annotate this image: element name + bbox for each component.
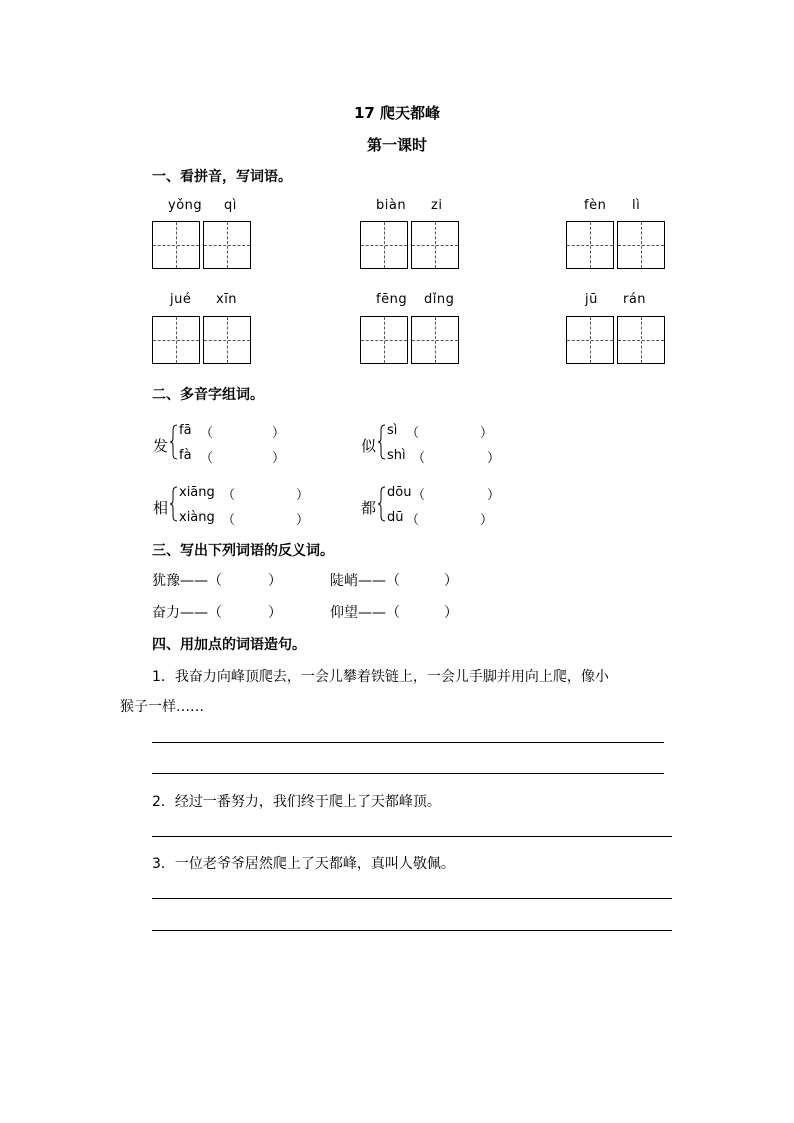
answer-line[interactable] — [152, 773, 664, 774]
pinyin-label: jué — [170, 292, 192, 307]
polyphone-char: 似 — [361, 437, 377, 455]
close-paren: ） — [487, 451, 501, 466]
open-paren: （ — [406, 426, 420, 441]
pinyin-label: dǐng — [424, 292, 455, 307]
brace-icon — [170, 486, 178, 522]
sentence-1-line1: 1．我奋力向峰顶爬去，一会儿攀着铁链上，一会儿手脚并用向上爬，像小 — [152, 669, 609, 685]
brace-icon — [170, 424, 178, 460]
answer-line[interactable] — [152, 836, 672, 837]
polyphone-reading: xiàng — [179, 510, 215, 525]
polyphone-reading: fā — [179, 423, 192, 438]
pinyin-label: rán — [623, 292, 647, 307]
open-paren: （ — [222, 513, 236, 528]
close-paren: ） — [444, 605, 458, 621]
open-paren: （ — [200, 451, 214, 466]
close-paren: ） — [272, 426, 286, 441]
sentence-3: 3．一位老爷爷居然爬上了天都峰，真叫人敬佩。 — [152, 856, 455, 872]
section2-heading: 二、多音字组词。 — [152, 387, 264, 403]
writing-grid[interactable] — [360, 221, 408, 269]
writing-grid[interactable] — [203, 316, 251, 364]
polyphone-reading: xiāng — [179, 485, 215, 500]
writing-grid[interactable] — [566, 316, 614, 364]
writing-grid[interactable] — [566, 221, 614, 269]
close-paren: ） — [296, 513, 310, 528]
pinyin-label: zi — [431, 198, 443, 213]
section4-heading: 四、用加点的词语造句。 — [152, 637, 306, 653]
answer-line[interactable] — [152, 930, 672, 931]
writing-grid[interactable] — [617, 316, 665, 364]
answer-line[interactable] — [152, 898, 672, 899]
writing-grid[interactable] — [152, 316, 200, 364]
page-subtitle: 第一课时 — [366, 136, 427, 154]
sentence-1-line2: 猴子一样…… — [120, 699, 204, 715]
polyphone-reading: dōu — [387, 485, 412, 500]
pinyin-label: fēng — [376, 292, 408, 307]
pinyin-label: yǒng — [168, 198, 203, 213]
section3-heading: 三、写出下列词语的反义词。 — [152, 543, 334, 559]
close-paren: ） — [296, 488, 310, 503]
writing-grid[interactable] — [411, 316, 459, 364]
close-paren: ） — [272, 451, 286, 466]
polyphone-reading: sì — [387, 423, 398, 438]
polyphone-char: 发 — [153, 437, 169, 455]
open-paren: （ — [406, 513, 420, 528]
pinyin-label: biàn — [376, 198, 407, 213]
polyphone-char: 相 — [153, 499, 169, 517]
open-paren: （ — [412, 488, 426, 503]
antonym-word: 奋力——（ — [152, 605, 222, 621]
writing-grid[interactable] — [411, 221, 459, 269]
pinyin-label: jū — [585, 292, 598, 307]
open-paren: （ — [412, 451, 426, 466]
close-paren: ） — [268, 573, 282, 589]
antonym-word: 犹豫——（ — [152, 573, 222, 589]
writing-grid[interactable] — [203, 221, 251, 269]
close-paren: ） — [480, 513, 494, 528]
open-paren: （ — [200, 426, 214, 441]
answer-line[interactable] — [152, 742, 664, 743]
polyphone-char: 都 — [361, 499, 377, 517]
pinyin-label: lì — [632, 198, 641, 213]
writing-grid[interactable] — [617, 221, 665, 269]
polyphone-reading: fà — [179, 448, 192, 463]
close-paren: ） — [480, 426, 494, 441]
page-title: 17 爬天都峰 — [353, 104, 441, 122]
open-paren: （ — [222, 488, 236, 503]
writing-grid[interactable] — [152, 221, 200, 269]
close-paren: ） — [487, 488, 501, 503]
brace-icon — [378, 424, 386, 460]
pinyin-label: xīn — [216, 292, 238, 307]
brace-icon — [378, 486, 386, 522]
writing-grid[interactable] — [360, 316, 408, 364]
pinyin-label: fèn — [584, 198, 607, 213]
antonym-word: 陡峭——（ — [330, 573, 400, 589]
close-paren: ） — [444, 573, 458, 589]
polyphone-reading: shì — [387, 448, 406, 463]
polyphone-reading: dū — [387, 510, 404, 525]
sentence-2: 2．经过一番努力，我们终于爬上了天都峰顶。 — [152, 794, 441, 810]
section1-heading: 一、看拼音，写词语。 — [152, 169, 292, 185]
close-paren: ） — [268, 605, 282, 621]
pinyin-label: qì — [224, 198, 237, 213]
antonym-word: 仰望——（ — [330, 605, 400, 621]
